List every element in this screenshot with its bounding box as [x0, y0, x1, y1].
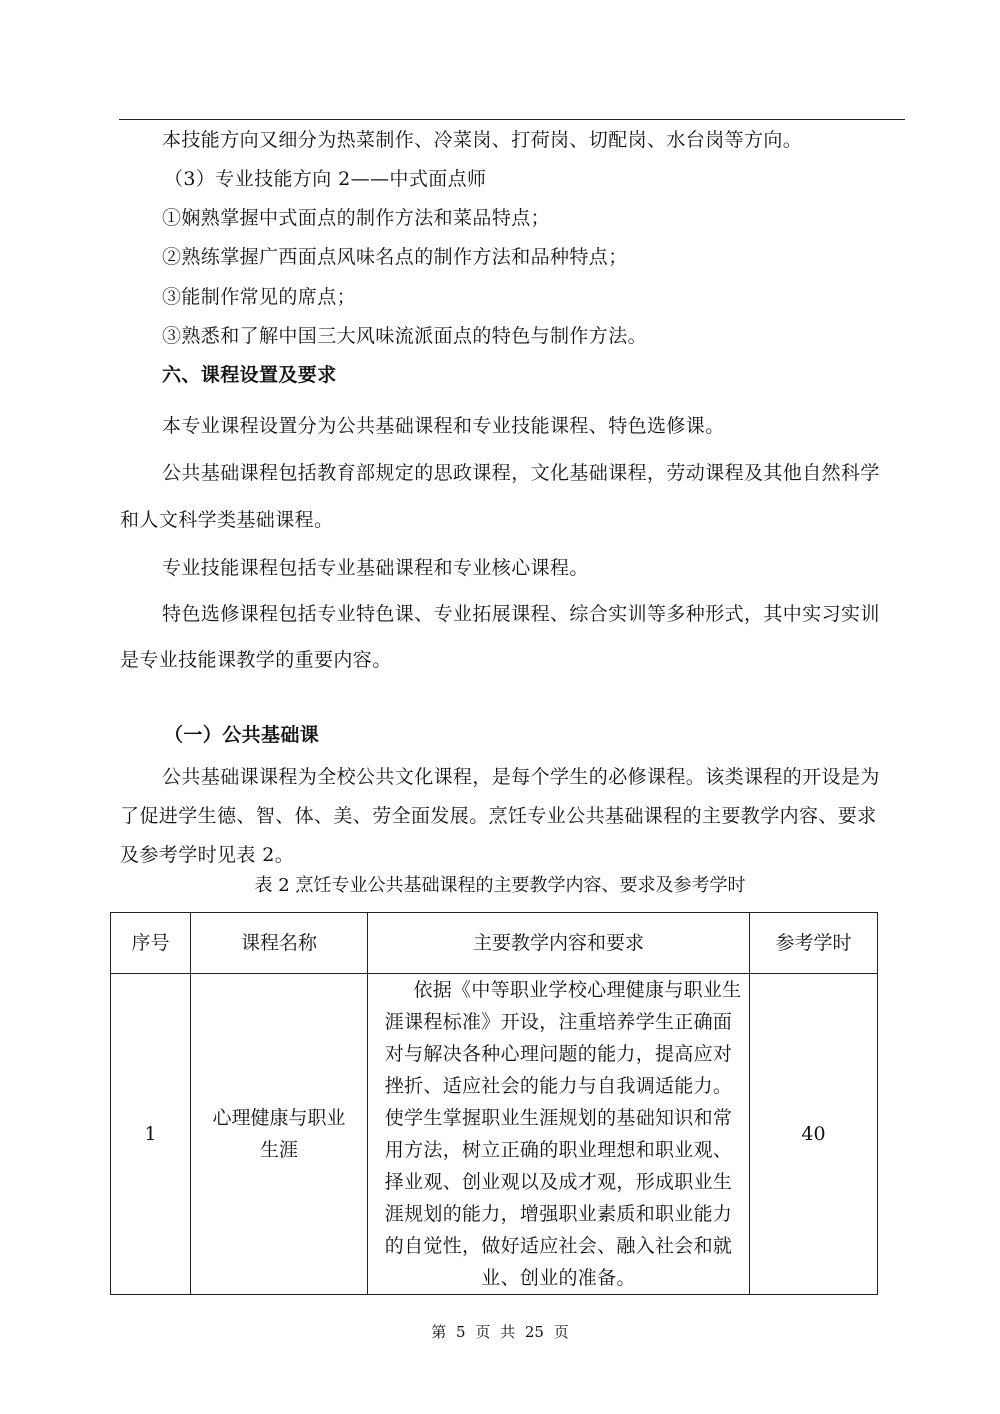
paragraph-public-courses-cont: 和人文科学类基础课程。	[120, 509, 334, 531]
paragraph-public-basic-intro-cont: 了促进学生德、智、体、美、劳全面发展。烹饪专业公共基础课程的主要教学内容、要求	[120, 805, 877, 827]
content-line: 涯规划的能力，增强职业素质和职业能力	[384, 1203, 733, 1225]
table-row	[111, 974, 878, 1295]
content-line: 择业观、创业观以及成才观，形成职业生	[384, 1171, 733, 1193]
paragraph-public-basic-intro: 公共基础课课程为全校公共文化课程，是每个学生的必修课程。该类课程的开设是为	[162, 766, 880, 788]
paragraph-public-courses: 公共基础课程包括教育部规定的思政课程，文化基础课程，劳动课程及其他自然科学	[162, 462, 880, 484]
cell-index: 1	[111, 974, 191, 1295]
header-rule	[119, 119, 905, 120]
content-line: 用方法，树立正确的职业理想和职业观、	[384, 1139, 733, 1161]
paragraph-skill-courses: 专业技能课程包括专业基础课程和专业核心课程。	[162, 557, 589, 579]
header-hours: 参考学时	[750, 913, 878, 974]
cell-hours: 40	[750, 974, 878, 1295]
subheading-skill-direction-2: （3）专业技能方向 2——中式面点师	[164, 168, 487, 190]
content-line: 挫折、适应社会的能力与自我调适能力。	[384, 1075, 733, 1097]
paragraph-public-basic-intro-end: 及参考学时见表 2。	[120, 844, 295, 866]
content-line: 的自觉性，做好适应社会、融入社会和就	[384, 1235, 733, 1257]
content-line: 使学生掌握职业生涯规划的基础知识和常	[384, 1107, 733, 1129]
course-table	[110, 912, 878, 1295]
course-name-line: 生涯	[259, 1139, 298, 1161]
cell-content	[368, 974, 750, 1295]
course-name-line: 心理健康与职业	[212, 1107, 346, 1129]
cell-course-name	[191, 974, 368, 1295]
content-line: 业、创业的准备。	[481, 1267, 636, 1289]
header-content: 主要教学内容和要求	[368, 913, 750, 974]
list-item: ②熟练掌握广西面点风味名点的制作方法和品种特点；	[162, 246, 628, 268]
page-footer: 第 5 页 共 25 页	[431, 1323, 569, 1341]
section-heading-curriculum: 六、课程设置及要求	[162, 364, 337, 386]
content-line	[368, 974, 749, 1006]
paragraph-curriculum-intro: 本专业课程设置分为公共基础课程和专业技能课程、特色选修课。	[162, 415, 725, 437]
table-header-row	[111, 913, 878, 974]
paragraph-elective-courses: 特色选修课程包括专业特色课、专业拓展课程、综合实训等多种形式，其中实习实训	[162, 603, 880, 625]
header-course-name: 课程名称	[191, 913, 368, 974]
content-line: 涯课程标准》开设，注重培养学生正确面	[384, 1011, 733, 1033]
content-line-text: 依据《中等职业学校心理健康与职业生	[413, 979, 742, 1001]
list-item: ①娴熟掌握中式面点的制作方法和菜品特点；	[162, 207, 551, 229]
content-line: 对与解决各种心理问题的能力，提高应对	[384, 1043, 733, 1065]
table-caption: 表 2 烹饪专业公共基础课程的主要教学内容、要求及参考学时	[254, 875, 746, 896]
list-item: ③能制作常见的席点；	[162, 286, 357, 308]
paragraph-elective-courses-cont: 是专业技能课教学的重要内容。	[120, 649, 392, 671]
paragraph-direction-detail: 本技能方向又细分为热菜制作、冷菜岗、打荷岗、切配岗、水台岗等方向。	[162, 129, 803, 151]
list-item: ③熟悉和了解中国三大风味流派面点的特色与制作方法。	[162, 325, 648, 347]
subheading-public-basic-courses: （一）公共基础课	[164, 724, 320, 746]
header-index: 序号	[111, 913, 191, 974]
